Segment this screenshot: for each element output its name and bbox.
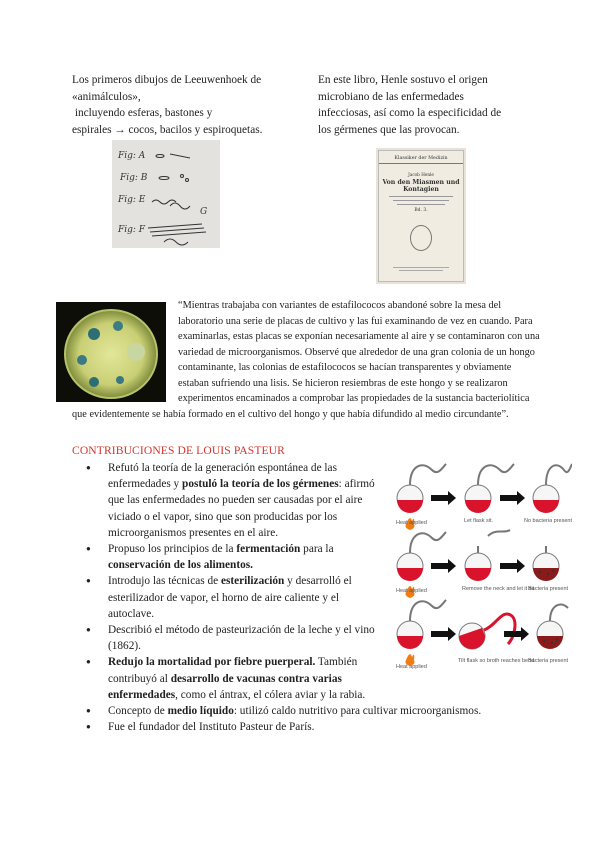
diagram-row-1 xyxy=(396,464,572,530)
list-item-text: : utilizó caldo nutritivo para cultivar microorganismos. xyxy=(233,705,482,718)
leeuwenhoek-line: «animálculos», xyxy=(72,90,141,103)
list-item xyxy=(108,622,386,654)
book-subtitle-lines xyxy=(389,196,453,205)
sketch-label: Fig: A xyxy=(118,151,146,161)
diagram-label: Heat applied xyxy=(396,588,427,594)
henle-line: los gérmenes que las provocan. xyxy=(318,123,460,136)
henle-line: En este libro, Henle sostuvo el origen xyxy=(318,74,488,86)
list-item-emphasis: esterilización xyxy=(220,575,285,588)
list-item-text: : afirmó que las enfermedades no pueden ser causadas por el aire viciado o el vapor, sino que son producidas por los microorganismos presentes en el aire. xyxy=(108,478,375,539)
sketch-label: Fig: F xyxy=(118,225,146,235)
list-item xyxy=(108,573,386,622)
diagram-label: Bacteria present xyxy=(528,586,569,592)
list-item-text: , como el ántrax, el cólera aviar y la rabia. xyxy=(175,688,366,701)
book-footer-lines xyxy=(393,265,449,273)
list-item-text: Propuso los principios de la xyxy=(108,543,237,556)
diagram-label: Bacteria present xyxy=(528,658,569,664)
arrow-icon xyxy=(521,627,529,641)
diagram-row-2 xyxy=(396,530,569,598)
diagram-label: Heat applied xyxy=(396,664,427,670)
swan-neck-flask-diagram xyxy=(392,458,572,678)
list-item-text: Describió el método de pasteurización de la leche y el vino (1862). xyxy=(108,624,375,653)
henle-line: microbiano de las enfermedades xyxy=(318,90,464,103)
list-item-text: Introdujo las técnicas de xyxy=(108,575,221,588)
leeuwenhoek-sketch-drawing xyxy=(112,140,220,248)
list-item xyxy=(108,541,386,573)
book-emblem xyxy=(410,225,432,251)
arrow-icon xyxy=(517,491,525,505)
list-item-emphasis: postuló la teoría de los gérmenes xyxy=(182,478,339,491)
diagram-label: Tilt flask so broth reaches bend xyxy=(458,658,535,664)
list-item-emphasis: fermentación xyxy=(236,543,301,556)
list-item-emphasis: medio líquido xyxy=(167,705,234,718)
list-item-text: para la xyxy=(300,543,334,556)
fleming-quote: “Mientras trabajaba con variantes de estafilococos abandoné sobre la mesa del laboratorio una serie de placas de cultivo y las fui examinando de vez en cuando. Para examinarlas, estas placas se exponían necesariamente al aire y se contaminaron con una variedad de microorganismos. Observé que alrededor de una gran colonia de un hongo contaminante, las colonias de estafilococos se hacían transparentes y obviamente estaban sufriendo una lisis. Se hicieron resiembras de este hongo y se realizaron experimentos encaminados a comprobar las propiedades de la sustancia bacteriolítica que evidentemente se había formado en el cultivo del hongo y que había difundido al medio circundante”. xyxy=(72,300,540,420)
leeuwenhoek-line: Los primeros dibujos de Leeuwenhoek de xyxy=(72,74,262,86)
leeuwenhoek-sketch-image xyxy=(112,140,220,248)
sketch-label: Fig: E xyxy=(118,195,146,205)
sketch-label: Fig: B xyxy=(120,173,148,183)
diagram-row-3 xyxy=(396,600,569,670)
quote-float-spacer xyxy=(72,298,178,406)
list-item-text: Refutó la teoría de la generación espontánea de las enfermedades y xyxy=(108,462,337,491)
list-item-text: Concepto de xyxy=(108,705,168,718)
diagram-label: No bacteria present xyxy=(524,518,572,524)
list-item xyxy=(108,460,386,541)
sketch-label: G xyxy=(200,207,208,217)
arrow-icon xyxy=(517,559,525,573)
flask-diagram-svg xyxy=(392,458,572,678)
leeuwenhoek-line: espirales → cocos, bacilos y espiroquetas. xyxy=(72,123,263,136)
book-volume: Bd. 3. xyxy=(414,208,428,213)
henle-book-cover xyxy=(378,150,464,282)
list-item-text: También contribuyó al xyxy=(108,656,358,685)
list-item-text: Fue el fundador del Instituto Pasteur de París. xyxy=(108,721,315,734)
list-item xyxy=(108,703,528,719)
list-item-text: y desarrolló el esterilizador de vapor, el horno de aire caliente y el autoclave. xyxy=(108,575,352,620)
list-item-emphasis: conservación de los alimentos. xyxy=(108,559,253,572)
leeuwenhoek-caption xyxy=(72,72,297,138)
arrow-icon xyxy=(448,559,456,573)
henle-caption xyxy=(318,72,543,138)
arrow-icon xyxy=(448,491,456,505)
list-item-emphasis: Redujo la mortalidad por fiebre puerperal. xyxy=(108,656,316,669)
book-author: Jacob Henle xyxy=(408,172,434,177)
pasteur-heading: CONTRIBUCIONES DE LOUIS PASTEUR xyxy=(72,444,285,457)
book-title: Von den Miasmen und Kontagien xyxy=(382,179,460,193)
leeuwenhoek-line: incluyendo esferas, bastones y xyxy=(72,107,213,119)
diagram-label: Remove the neck and let it sit xyxy=(462,586,535,592)
list-item xyxy=(108,719,528,735)
list-item xyxy=(108,654,398,703)
henle-line: infecciosas, así como la especificidad de xyxy=(318,107,502,119)
diagram-label: Heat applied xyxy=(396,520,427,526)
book-series-header: Klassiker der Medizin xyxy=(379,156,463,164)
arrow-icon xyxy=(448,627,456,641)
list-item-emphasis: desarrollo de vacunas contra varias enfermedades xyxy=(108,672,342,701)
diagram-label: Let flask sit. xyxy=(464,518,494,524)
